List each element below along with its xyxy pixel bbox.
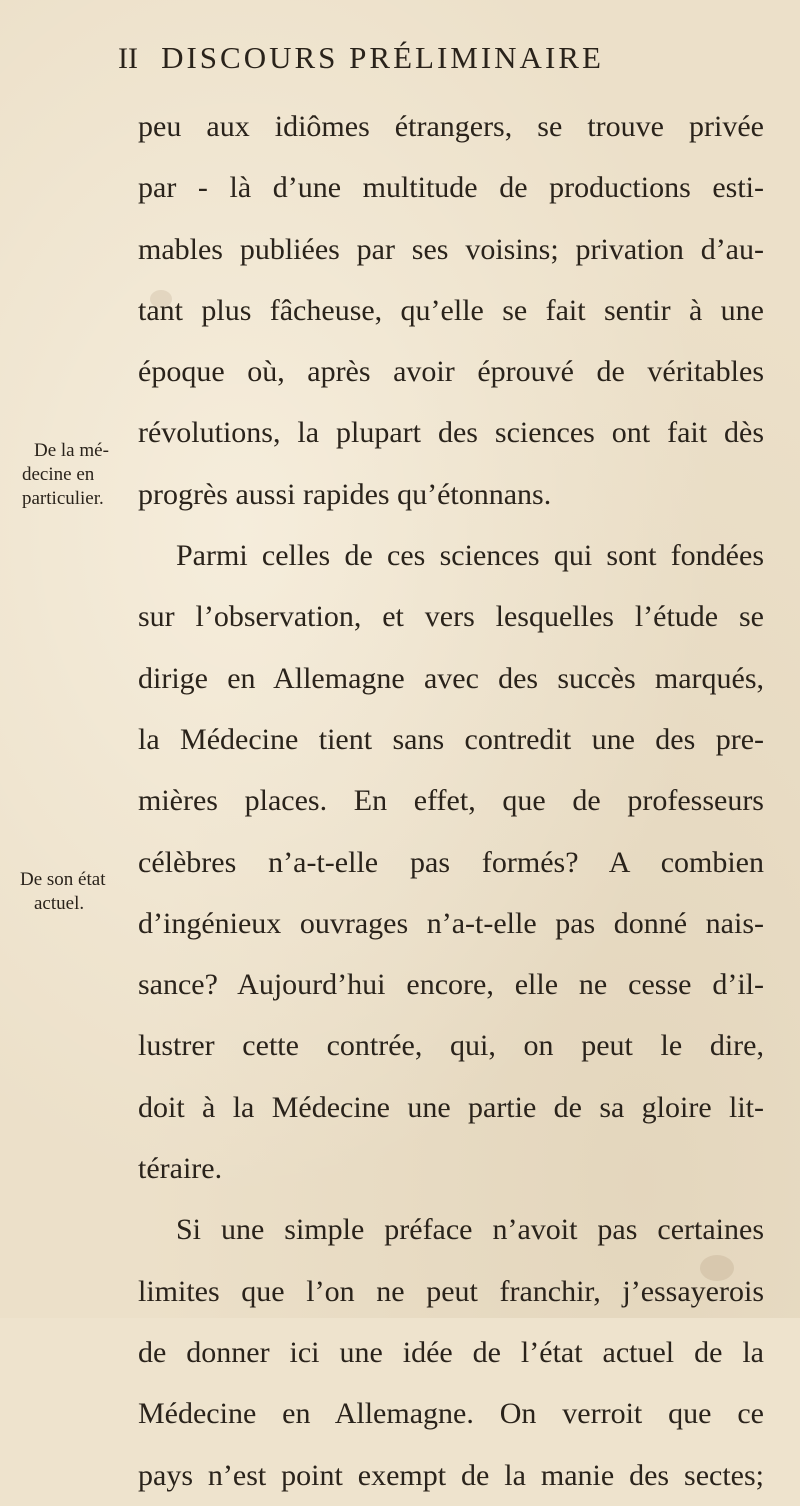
text-line: progrès aussi rapides qu’étonnans. (138, 477, 552, 511)
text-line: mières places. En effet, que de professeurs (138, 784, 764, 818)
text-line: révolutions, la plupart des sciences ont fait dès (138, 416, 764, 450)
text-line: pays n’est point exempt de la manie des sectes; (138, 1458, 764, 1492)
text-line: sance? Aujourd’hui encore, elle ne cesse d’il- (138, 968, 764, 1002)
text-line: peu aux idiômes étrangers, se trouve privée (138, 110, 764, 143)
text-line: Médecine en Allemagne. On verroit que ce (138, 1397, 764, 1431)
margin-note-line: decine en (22, 464, 95, 485)
text-line: mables publiées par ses voisins; privation d’au- (138, 232, 764, 266)
text-line: la Médecine tient sans contredit une des pre- (138, 722, 764, 756)
text-line: sur l’observation, et vers lesquelles l’étude se (138, 600, 764, 634)
text-line: tant plus fâcheuse, qu’elle se fait sentir à une (138, 293, 764, 327)
text-line: époque où, après avoir éprouvé de véritables (138, 355, 764, 389)
margin-note-line: De la mé- (34, 440, 109, 461)
page-header (118, 40, 718, 84)
running-title: DISCOURS PRÉLIMINAIRE (161, 40, 604, 75)
margin-note-medicine (20, 439, 132, 511)
body-text (138, 96, 764, 1506)
text-line: Parmi celles de ces sciences qui sont fondées (176, 539, 764, 573)
text-line: Si une simple préface n’avoit pas certaines (176, 1213, 764, 1247)
text-line: de donner ici une idée de l’état actuel de la (138, 1335, 764, 1369)
margin-note-line: De son état (20, 869, 106, 890)
text-line: téraire. (138, 1152, 223, 1186)
text-line: lustrer cette contrée, qui, on peut le dire, (138, 1029, 764, 1063)
text-line: dirige en Allemagne avec des succès marqués, (138, 661, 764, 695)
text-line: célèbres n’a-t-elle pas formés? A combien (138, 845, 764, 879)
margin-note-line: actuel. (34, 893, 85, 914)
margin-note-current-state (20, 868, 132, 916)
text-line: limites que l’on ne peut franchir, j’essayerois (138, 1274, 764, 1308)
text-line: par - là d’une multitude de productions esti- (138, 171, 764, 205)
text-line: doit à la Médecine une partie de sa gloire lit- (138, 1090, 764, 1124)
text-line: d’ingénieux ouvrages n’a-t-elle pas donné nais- (138, 906, 764, 940)
page-number: II (118, 42, 138, 75)
margin-note-line: particulier. (22, 488, 104, 509)
